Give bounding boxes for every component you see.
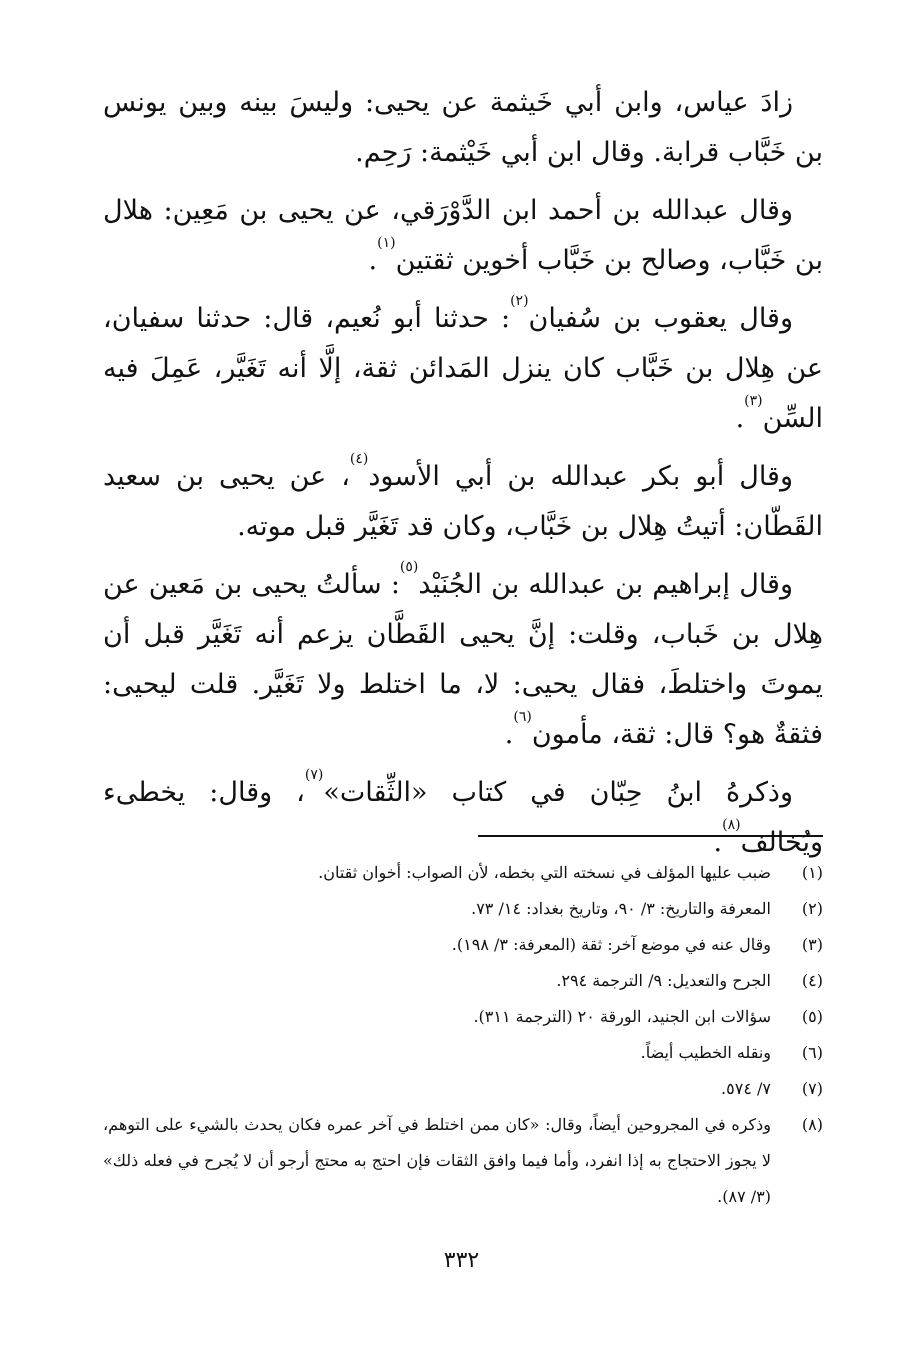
paragraph-2: وقال عبدالله بن أحمد ابن الدَّوْرَقي، عن يحيى بن مَعِين: هلال بن خَبَّاب، وصالح بن خَبَّاب أخوين ثقتين$^{(١)}$. [103, 195, 823, 276]
page-number: ٣٣٢ [443, 1248, 480, 1273]
footnote-item [103, 1071, 823, 1107]
footnote-ref-4[interactable]: (٤) [349, 451, 369, 467]
footnote-number: (٥) [801, 1007, 823, 1026]
footnote-text: ونقله الخطيب أيضاً. [640, 1043, 771, 1062]
footnote-text: وقال عنه في موضع آخر: ثقة (المعرفة: ٣/ ١٩٨). [451, 935, 771, 954]
footnote-number: (١) [801, 863, 823, 882]
footnote-ref-8[interactable]: (٨) [722, 817, 741, 833]
footnote-ref-1[interactable]: (١) [377, 235, 396, 251]
footnote-ref-3[interactable]: (٣) [744, 393, 763, 409]
paragraph-6: وذكرهُ ابنُ حِبّان في كتاب «الثِّقات»$^{(٧)}$، وقال: يخطىء ويُخالف$^{(٨)}$. [103, 767, 823, 858]
footnote-ref-5[interactable]: (٥) [399, 559, 419, 575]
footnote-item [103, 1107, 823, 1215]
footnote-item [103, 891, 823, 927]
footnote-ref-2[interactable]: (٢) [510, 293, 529, 309]
footnote-number: (٤) [801, 971, 823, 990]
footnote-ref-7[interactable]: (٧) [304, 767, 324, 783]
footnote-text: ٧/ ٥٧٤. [721, 1079, 771, 1098]
footnote-item [103, 855, 823, 891]
footnote-number: (٣) [801, 935, 823, 954]
footnote-separator [478, 835, 823, 837]
footnote-number: (٦) [801, 1043, 823, 1062]
footnote-number: (٨) [801, 1115, 823, 1134]
footnote-number: (٢) [801, 899, 823, 918]
footnote-number: (٧) [801, 1079, 823, 1098]
footnote-text: وذكره في المجروحين أيضاً، وقال: «كان ممن اختلط في آخر عمره فكان يحدث بالشيء على التوهم، لا يجوز الاحتجاج به إذا انفرد، وأما فيما وافق الثقات فإن احتج به محتج أرجو أن لا يُجرح في فعله ذلك» (٣/ ٨٧). [103, 1115, 772, 1206]
footnote-item [103, 999, 823, 1035]
footnote-text: الجرح والتعديل: ٩/ الترجمة ٢٩٤. [556, 971, 771, 990]
footnote-ref-6[interactable]: (٦) [513, 709, 532, 725]
main-text [103, 78, 823, 876]
footnote-text: ضبب عليها المؤلف في نسخته التي بخطه، لأن الصواب: أخوان ثقتان. [318, 863, 771, 882]
footnote-item [103, 963, 823, 999]
footnote-item [103, 1035, 823, 1071]
footnote-item [103, 927, 823, 963]
paragraph-5: وقال إبراهيم بن عبدالله بن الجُنَيْد$^{(٥)}$: سألتُ يحيى بن مَعين عن هِلال بن خَباب، وقلت: إنَّ يحيى القَطَّان يزعم أنه تَغَيَّر قبل أن يموتَ واختلطَ، فقال يحيى: لا، ما اختلط ولا تَغَيَّر. قلت ليحيى: فثقةٌ هو؟ قال: ثقة، مأمون$^{(٦)}$. [103, 559, 823, 750]
footnote-text: المعرفة والتاريخ: ٣/ ٩٠، وتاريخ بغداد: ١٤/ ٧٣. [471, 899, 771, 918]
paragraph-4: وقال أبو بكر عبدالله بن أبي الأسود$^{(٤)}$، عن يحيى بن سعيد القَطّان: أتيتُ هِلال بن خَبَّاب، وكان قد تَغَيَّر قبل موته. [103, 451, 823, 542]
footnote-text: سؤالات ابن الجنيد، الورقة ٢٠ (الترجمة ٣١١). [473, 1007, 771, 1026]
paragraph-3: وقال يعقوب بن سُفيان$^{(٢)}$: حدثنا أبو نُعيم، قال: حدثنا سفيان، عن هِلال بن خَبَّاب كان ينزل المَدائن ثقة، إلَّا أنه تَغَيَّر، عَمِلَ فيه السِّن$^{(٣)}$. [103, 293, 823, 434]
footnotes [103, 855, 823, 1215]
paragraph-1: زادَ عياس، وابن أبي خَيثمة عن يحيى: وليسَ بينه وبين يونس بن خَبَّاب قرابة. وقال ابن أبي خَيْثمة: رَحِم. [103, 87, 823, 168]
